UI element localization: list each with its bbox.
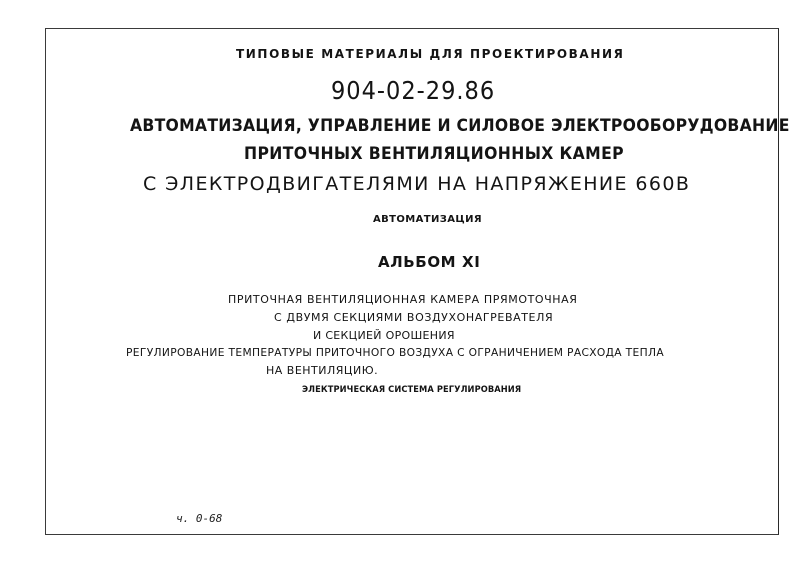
description-line-3: И СЕКЦИЕЙ ОРОШЕНИЯ bbox=[313, 329, 455, 342]
document-title-line-1: АВТОМАТИЗАЦИЯ, УПРАВЛЕНИЕ И СИЛОВОЕ ЭЛЕКТРООБОРУДОВАНИЕ bbox=[130, 116, 790, 136]
description-line-1: ПРИТОЧНАЯ ВЕНТИЛЯЦИОННАЯ КАМЕРА ПРЯМОТОЧНАЯ bbox=[228, 293, 578, 306]
document-title-line-2: ПРИТОЧНЫХ ВЕНТИЛЯЦИОННЫХ КАМЕР bbox=[244, 144, 624, 164]
series-title: ТИПОВЫЕ МАТЕРИАЛЫ ДЛЯ ПРОЕКТИРОВАНИЯ bbox=[236, 47, 625, 61]
section-name: АВТОМАТИЗАЦИЯ bbox=[373, 214, 482, 225]
description-line-4: РЕГУЛИРОВАНИЕ ТЕМПЕРАТУРЫ ПРИТОЧНОГО ВОЗДУХА С ОГРАНИЧЕНИЕМ РАСХОДА ТЕПЛА bbox=[126, 346, 664, 359]
document-title-line-3: С ЭЛЕКТРОДВИГАТЕЛЯМИ НА НАПРЯЖЕНИЕ 660В bbox=[143, 173, 691, 195]
description-line-6: ЭЛЕКТРИЧЕСКАЯ СИСТЕМА РЕГУЛИРОВАНИЯ bbox=[302, 385, 522, 395]
document-code: 904-02-29.86 bbox=[331, 76, 496, 105]
archive-mark: ч. 0-68 bbox=[176, 512, 223, 525]
description-line-2: С ДВУМЯ СЕКЦИЯМИ ВОЗДУХОНАГРЕВАТЕЛЯ bbox=[274, 311, 554, 324]
description-line-5: НА ВЕНТИЛЯЦИЮ. bbox=[266, 364, 379, 377]
album-label: АЛЬБОМ XI bbox=[378, 253, 481, 271]
